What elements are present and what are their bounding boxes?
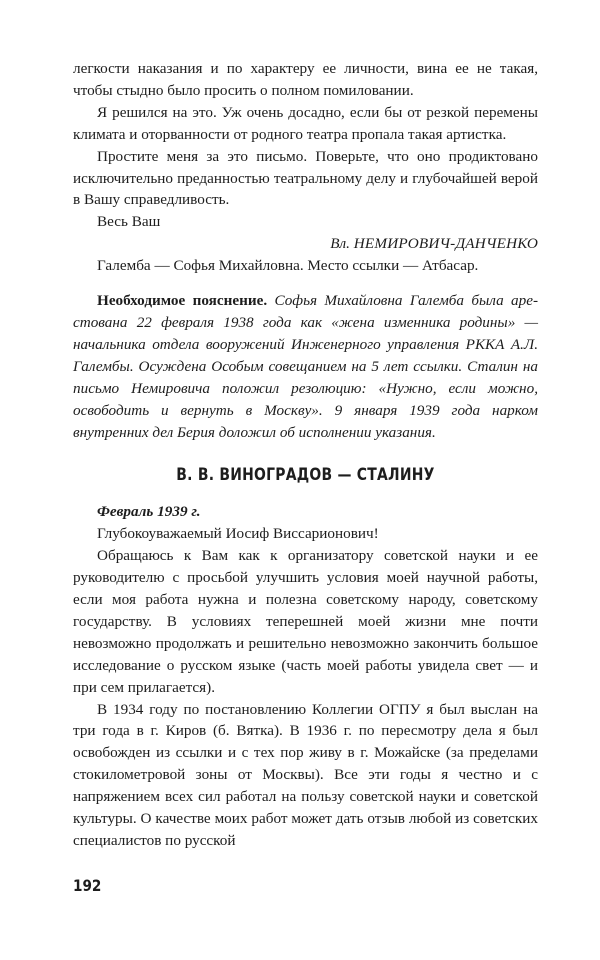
note-lead: Необходимое пояснение.: [97, 292, 268, 310]
letter-footnote: Галемба — Софья Михайловна. Место ссылки — Атбасар.: [97, 257, 479, 275]
paragraph: В 1934 году по постановлению Коллегии ОГПУ я был выслан на три года в г. Киров (б. Вятка). В 1936 г. по пересмотру дела я был освобожден из ссылки и с тех пор живу в г. Можайске (за пределами стокилометровой зоны от Москвы). Все эти годы я честно и с напряжением всех сил работал на пользу советской науки и советской культуры. О качестве моих работ может дать отзыв любой из советских специалистов по русской: [73, 700, 538, 849]
letter-date: Февраль 1939 г.: [97, 503, 201, 521]
paragraph: Обращаюсь к Вам как к организатору советской науки и ее руководителю с просьбой улучшить условия моей научной работы, если моя работа нужна и полезна советскому народу, советскому государству. В условиях теперешней моей жизни мне почти невозможно продолжать и решительно невозможно закончить большое исследование о русском языке (часть моей работы увидела свет — и при сем прилагается).: [73, 547, 538, 696]
paragraph: Я решился на это. Уж очень досадно, если бы от резкой перемены климата и оторванности от родного театра пропала такая артистка.: [73, 103, 538, 143]
note-text: Софья Михайловна Галемба была арестована 22 февраля 1938 года как «жена изменника родины» — начальника отдела вооружений Инженерного управления РККА А.Л. Галембы. Осуждена Особым совещанием на 5 лет ссылки. Сталин на письмо Немировича положил резолюцию: «Нужно, если можно, освободить и вернуть в Москву». 9 января 1939 года нарком внутренних дел Берия доложил об исполнении указания.: [73, 292, 538, 441]
salutation: Глубокоуважаемый Иосиф Виссарионович!: [97, 525, 379, 543]
signature: [73, 233, 538, 255]
paragraph: Простите меня за это письмо. Поверьте, что оно продиктовано исключительно преданностью театральному делу и глубочайшей верой в Вашу справедливость.: [73, 147, 538, 209]
signature-initials: Вл.: [330, 235, 350, 253]
section-heading: В. В. ВИНОГРАДОВ — СТАЛИНУ: [176, 465, 435, 486]
signature-name: НЕМИРОВИЧ-ДАНЧЕНКО: [353, 235, 538, 253]
book-page: [73, 58, 538, 852]
page-number: 192: [73, 876, 102, 895]
letter-closing: Весь Ваш: [97, 213, 161, 231]
explanatory-note: [73, 290, 538, 443]
paragraph-continued: легкости наказания и по характеру ее личности, вина ее не такая, чтобы стыдно было просить о полном помиловании.: [73, 60, 538, 99]
